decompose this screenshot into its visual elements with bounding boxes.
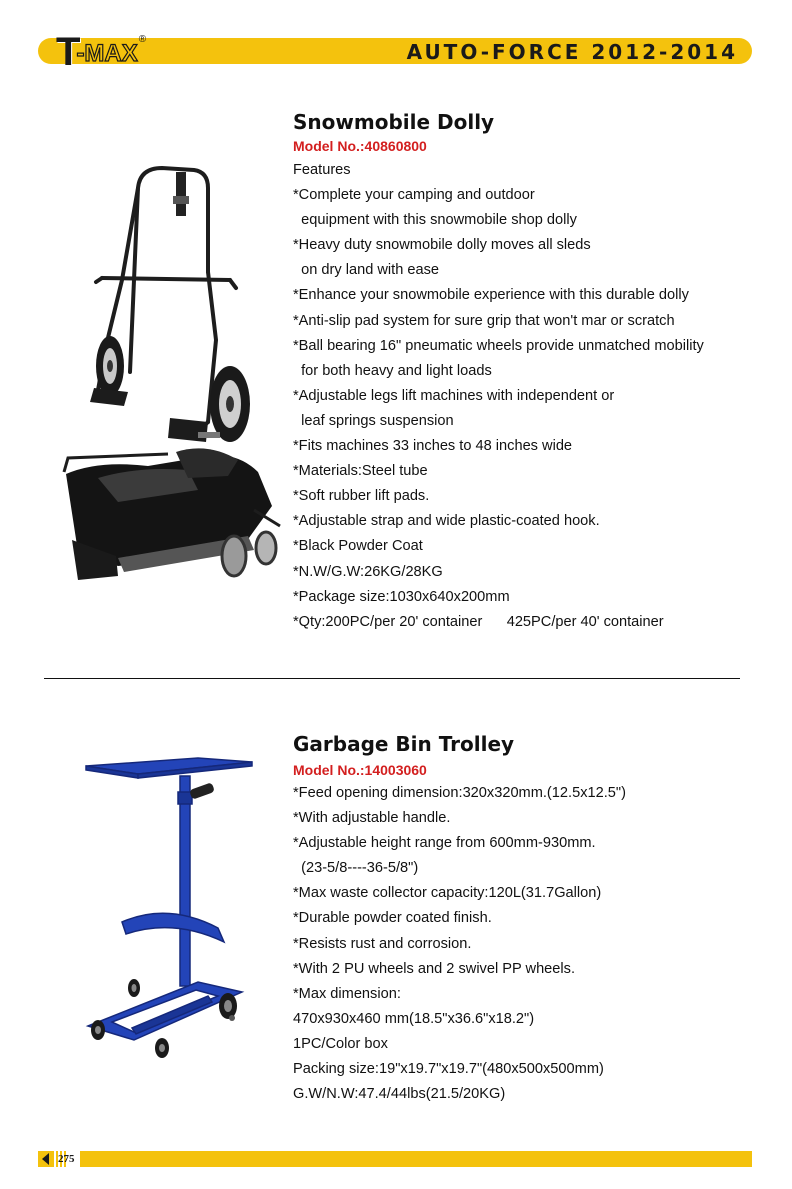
feature-line: 1PC/Color box [293, 1035, 388, 1052]
feature-line: for both heavy and light loads [293, 362, 492, 379]
logo-t: T [56, 30, 79, 74]
feature-line: Packing size:19"x19.7"x19.7"(480x500x500mm) [293, 1061, 604, 1078]
page-header [38, 30, 752, 74]
wheel-icon [91, 1020, 105, 1040]
wheel-icon [128, 979, 140, 997]
wheel-icon [219, 993, 237, 1021]
feature-line: *Feed opening dimension:320x320mm.(12.5x12.5") [293, 785, 626, 801]
feature-line: *Materials:Steel tube [293, 463, 428, 480]
snowmobile-icon [64, 448, 280, 580]
feature-line: *Enhance your snowmobile experience with this durable dolly [293, 287, 689, 304]
logo-registered-mark: ® [138, 34, 147, 45]
handle-icon [189, 782, 215, 800]
feature-line: *Anti-slip pad system for sure grip that won't mar or scratch [293, 312, 675, 329]
feature-line: *With 2 PU wheels and 2 swivel PP wheels. [293, 960, 576, 977]
feature-line: Features [293, 162, 351, 178]
garbage-bin-trolley-illustration [78, 752, 260, 1064]
feature-line: *Fits machines 33 inches to 48 inches wide [293, 438, 573, 455]
feature-line: *Durable powder coated finish. [293, 910, 492, 927]
model-number: Model No.:40860800 [293, 138, 427, 154]
feature-line: *Adjustable strap and wide plastic-coated hook. [293, 513, 600, 530]
feature-line: 470x930x460 mm(18.5"x36.6"x18.2") [293, 1010, 535, 1027]
logo-text: -MAX [76, 40, 138, 67]
feature-line: *Black Powder Coat [293, 538, 423, 555]
model-number: Model No.:14003060 [293, 762, 427, 778]
wheel-icon [96, 336, 124, 396]
feature-line: *Heavy duty snowmobile dolly moves all sleds [293, 237, 591, 254]
feature-line: *Soft rubber lift pads. [293, 488, 430, 505]
feature-line: on dry land with ease [293, 262, 440, 279]
product-title: Garbage Bin Trolley [293, 732, 515, 756]
page-number: 275 [58, 1153, 75, 1165]
feature-line: (23-5/8----36-5/8") [293, 860, 419, 877]
feature-line: *Qty:200PC/per 20' container 425PC/per 40' container [293, 613, 664, 630]
feature-line: equipment with this snowmobile shop dolly [293, 212, 577, 229]
catalog-title: AUTO-FORCE 2012-2014 [406, 40, 738, 64]
feature-line: leaf springs suspension [293, 412, 454, 429]
wheel-icon [155, 1038, 169, 1058]
feature-line: *Complete your camping and outdoor [293, 187, 535, 204]
feature-line: G.W/N.W:47.4/44lbs(21.5/20KG) [293, 1086, 506, 1103]
wheel-icon [210, 366, 250, 442]
section-divider [44, 678, 740, 679]
footer-tab [38, 1151, 54, 1167]
chevron-left-icon [38, 1151, 54, 1167]
footer-bar [80, 1151, 752, 1167]
feature-list [293, 781, 626, 1107]
strap-icon [173, 172, 189, 216]
feature-line: *With adjustable handle. [293, 810, 451, 827]
feature-line: *Ball bearing 16" pneumatic wheels provide unmatched mobility [293, 337, 704, 354]
feature-line: *Adjustable height range from 600mm-930mm. [293, 835, 596, 852]
snowmobile-dolly-illustration [58, 160, 290, 590]
feature-line: *Package size:1030x640x200mm [293, 588, 510, 605]
feature-line: *N.W/G.W:26KG/28KG [293, 563, 443, 580]
tmax-logo [56, 28, 146, 72]
product-title: Snowmobile Dolly [293, 110, 495, 134]
feature-line: *Max waste collector capacity:120L(31.7Gallon) [293, 885, 602, 902]
feature-line: *Resists rust and corrosion. [293, 935, 472, 952]
feature-line: *Max dimension: [293, 985, 401, 1002]
feature-list [293, 158, 704, 635]
feature-line: *Adjustable legs lift machines with independent or [293, 387, 615, 404]
